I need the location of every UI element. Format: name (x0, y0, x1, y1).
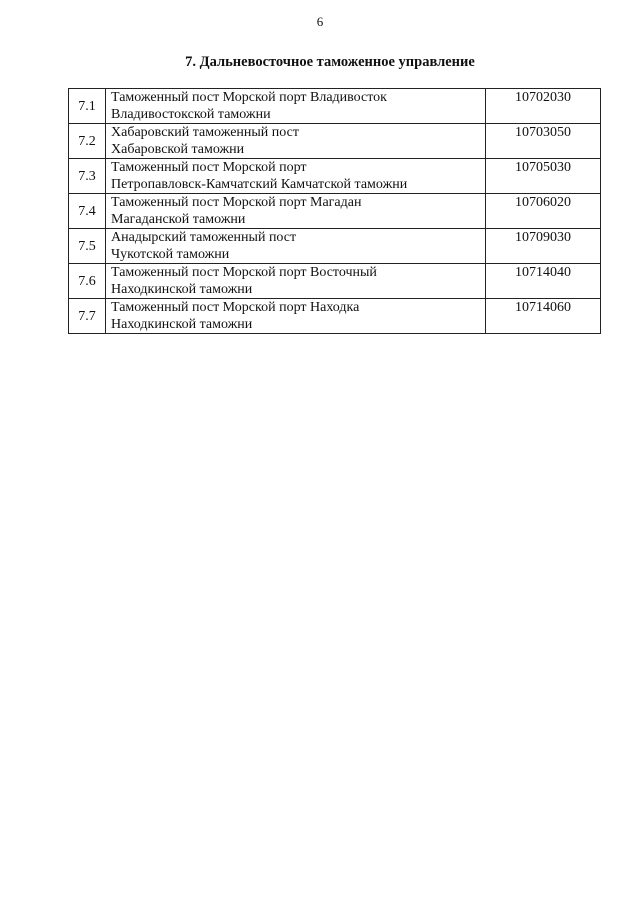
post-code: 10702030 (486, 89, 601, 124)
post-name-line2: Находкинской таможни (111, 282, 253, 297)
post-name-cell (106, 89, 486, 124)
post-name-line2: Находкинской таможни (111, 317, 253, 332)
post-name-line2: Чукотской таможни (111, 247, 230, 262)
post-name-line1: Таможенный пост Морской порт (111, 160, 307, 175)
post-name-cell (106, 124, 486, 159)
post-name-line1: Таможенный пост Морской порт Восточный (111, 265, 377, 280)
table-row (69, 229, 601, 264)
post-name-cell (106, 159, 486, 194)
post-code: 10714040 (486, 264, 601, 299)
table-row (69, 124, 601, 159)
section-title: 7. Дальневосточное таможенное управление (185, 54, 475, 70)
post-name-cell (106, 264, 486, 299)
post-name-line1: Анадырский таможенный пост (111, 230, 297, 245)
row-number: 7.4 (69, 194, 106, 229)
post-code: 10705030 (486, 159, 601, 194)
post-name-line2: Владивостокской таможни (111, 107, 271, 122)
table-row (69, 194, 601, 229)
row-number: 7.3 (69, 159, 106, 194)
post-name-line2: Хабаровской таможни (111, 142, 245, 157)
post-name-line1: Таможенный пост Морской порт Владивосток (111, 90, 387, 105)
row-number: 7.2 (69, 124, 106, 159)
post-code: 10714060 (486, 299, 601, 334)
post-name-line1: Таможенный пост Морской порт Находка (111, 300, 360, 315)
customs-posts-table (68, 88, 601, 334)
row-number: 7.6 (69, 264, 106, 299)
post-name-line2: Петропавловск-Камчатский Камчатской таможни (111, 177, 408, 192)
post-name-line1: Хабаровский таможенный пост (111, 125, 299, 140)
table-row (69, 159, 601, 194)
table-row (69, 264, 601, 299)
post-name-cell (106, 229, 486, 264)
table-row (69, 299, 601, 334)
row-number: 7.5 (69, 229, 106, 264)
post-code: 10706020 (486, 194, 601, 229)
post-name-line1: Таможенный пост Морской порт Магадан (111, 195, 362, 210)
post-name-line2: Магаданской таможни (111, 212, 246, 227)
post-code: 10703050 (486, 124, 601, 159)
table-row (69, 89, 601, 124)
row-number: 7.7 (69, 299, 106, 334)
post-name-cell (106, 299, 486, 334)
post-code: 10709030 (486, 229, 601, 264)
page-number: 6 (316, 14, 324, 29)
post-name-cell (106, 194, 486, 229)
row-number: 7.1 (69, 89, 106, 124)
